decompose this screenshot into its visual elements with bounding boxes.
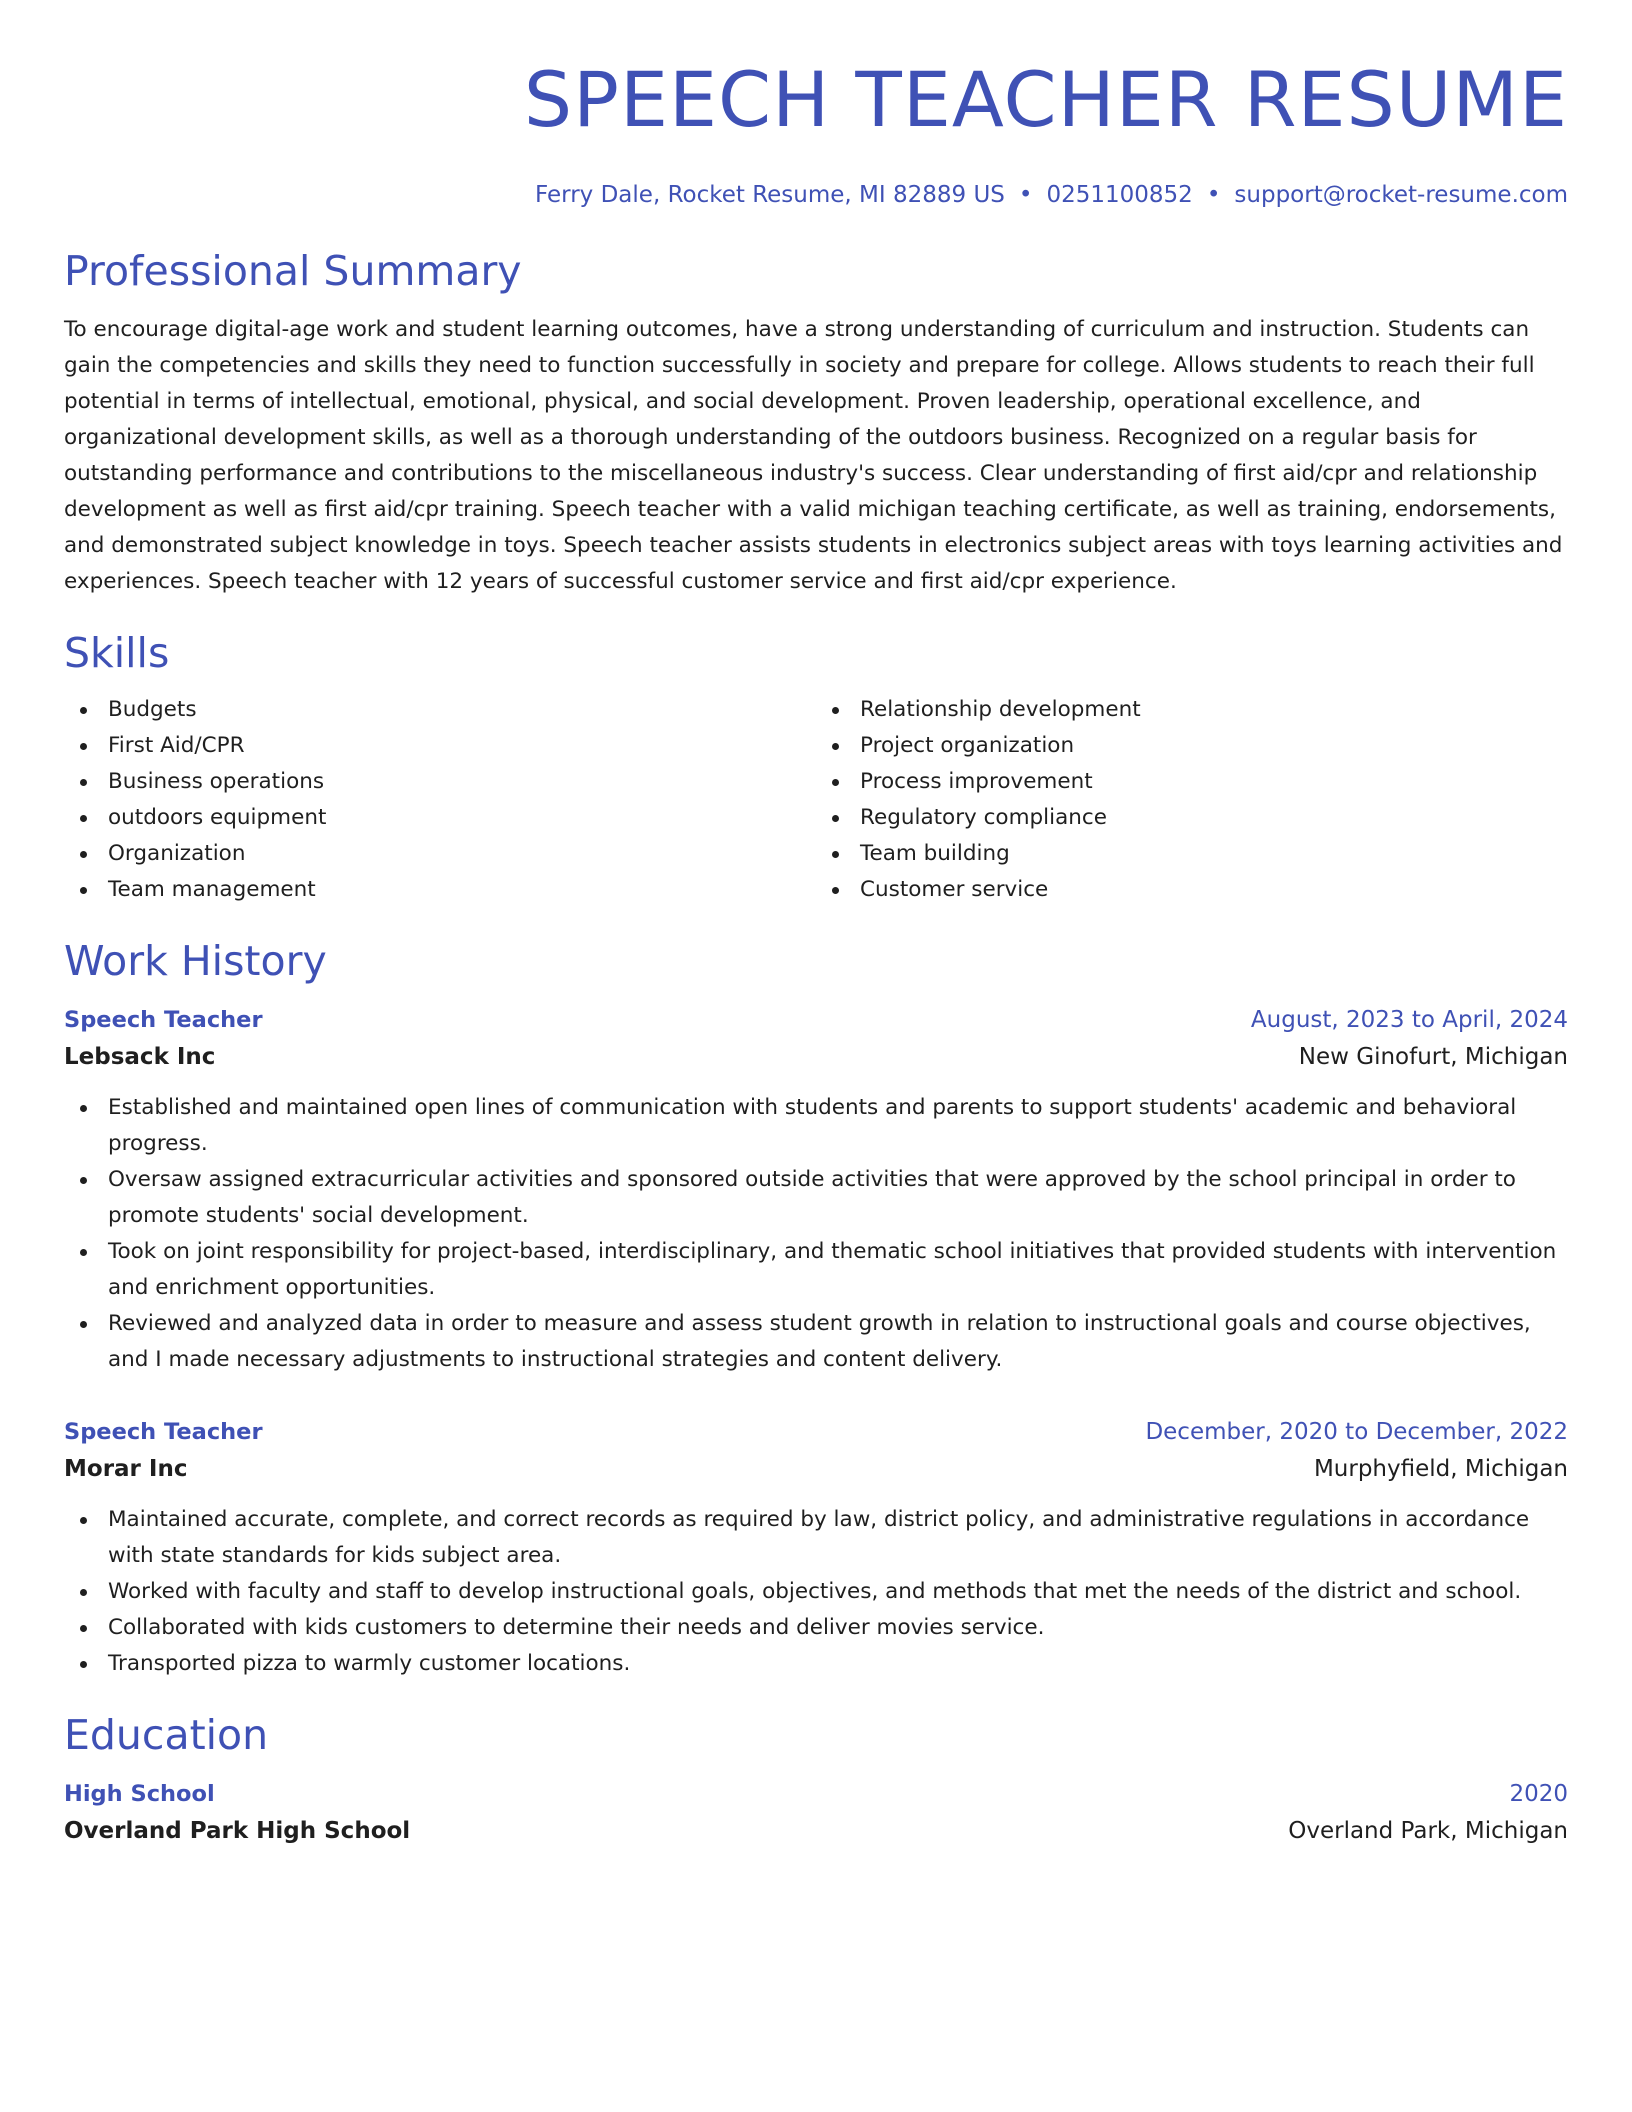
skills-heading: Skills (64, 629, 170, 677)
skill-item: outdoors equipment (64, 800, 816, 836)
education-degree: High School (64, 1781, 215, 1807)
job-duty: Collaborated with kids customers to determine their needs and deliver movies service. (64, 1610, 1568, 1646)
work-history-heading: Work History (64, 937, 327, 985)
job-duty: Transported pizza to warmly customer locations. (64, 1646, 1568, 1682)
skills-section (64, 626, 1568, 908)
job-duties-list (64, 1502, 1568, 1682)
skill-item: Team management (64, 872, 816, 908)
education-heading: Education (64, 1711, 269, 1759)
contact-line (64, 178, 1568, 212)
contact-phone[interactable]: 0251100852 (1046, 182, 1193, 208)
job-location: Murphyfield, Michigan (1313, 1456, 1568, 1482)
skills-list-left (64, 692, 816, 908)
job-company-row (64, 1450, 1568, 1488)
education-location: Overland Park, Michigan (1288, 1818, 1568, 1844)
skill-item: Customer service (816, 872, 1568, 908)
education-entry (64, 1776, 1568, 1850)
job-duty: Established and maintained open lines of communication with students and parents to support students' academic and behavioral progress. (64, 1090, 1568, 1162)
job-title: Speech Teacher (64, 1007, 263, 1033)
skill-item: Business operations (64, 764, 816, 800)
job-duty: Oversaw assigned extracurricular activities and sponsored outside activities that were approved by the school principal in order to promote students' social development. (64, 1162, 1568, 1234)
job-title-row (64, 1414, 1568, 1450)
job-dates: August, 2023 to April, 2024 (1250, 1007, 1568, 1033)
skill-item: First Aid/CPR (64, 728, 816, 764)
resume-title: SPEECH TEACHER RESUME (523, 55, 1568, 144)
job-entry (64, 1002, 1568, 1378)
skill-item: Organization (64, 836, 816, 872)
skill-item: Project organization (816, 728, 1568, 764)
job-company-row (64, 1038, 1568, 1076)
summary-text: To encourage digital-age work and student learning outcomes, have a strong understanding of curriculum and instruction. Students can gain the competencies and skills they need to function successfully in society and prepare for college. Allows students to reach their full potential in terms of intellectual, emotional, physical, and social development. Proven leadership, operational excellence, and organizational development skills, as well as a thorough understanding of the outdoors business. Recognized on a regular basis for outstanding performance and contributions to the miscellaneous industry's success. Clear understanding of first aid/cpr and relationship development as well as first aid/cpr training. Speech teacher with a valid michigan teaching certificate, as well as training, endorsements, and demonstrated subject knowledge in toys. Speech teacher assists students in electronics subject areas with toys learning activities and experiences. Speech teacher with 12 years of successful customer service and first aid/cpr experience. (64, 317, 1563, 594)
job-company: Lebsack Inc (64, 1044, 216, 1070)
skill-item: Process improvement (816, 764, 1568, 800)
education-school-row (64, 1812, 1568, 1850)
job-company: Morar Inc (64, 1456, 188, 1482)
education-section (64, 1708, 1568, 1850)
job-location: New Ginofurt, Michigan (1298, 1044, 1568, 1070)
contact-email[interactable]: support@rocket-resume.com (1234, 182, 1568, 208)
job-duty: Took on joint responsibility for project-based, interdisciplinary, and thematic school initiatives that provided students with intervention and enrichment opportunities. (64, 1234, 1568, 1306)
skill-item: Relationship development (816, 692, 1568, 728)
resume-header (64, 52, 1568, 212)
skill-item: Budgets (64, 692, 816, 728)
job-duty: Worked with faculty and staff to develop instructional goals, objectives, and methods that met the needs of the district and school. (64, 1574, 1568, 1610)
education-school: Overland Park High School (64, 1818, 411, 1844)
contact-separator: • (1018, 182, 1033, 208)
job-entry (64, 1414, 1568, 1682)
education-degree-row (64, 1776, 1568, 1812)
summary-section (64, 244, 1568, 600)
skills-columns (64, 692, 1568, 908)
contact-separator: • (1206, 182, 1221, 208)
work-history-section (64, 934, 1568, 1682)
skills-list-right (816, 692, 1568, 908)
job-dates: December, 2020 to December, 2022 (1145, 1419, 1568, 1445)
skill-item: Team building (816, 836, 1568, 872)
job-title-row (64, 1002, 1568, 1038)
job-duty: Reviewed and analyzed data in order to measure and assess student growth in relation to instructional goals and course objectives, and I made necessary adjustments to instructional strategies and content delivery. (64, 1306, 1568, 1378)
contact-address: Ferry Dale, Rocket Resume, MI 82889 US (535, 182, 1005, 208)
job-duties-list (64, 1090, 1568, 1378)
education-year: 2020 (1509, 1781, 1568, 1807)
skill-item: Regulatory compliance (816, 800, 1568, 836)
job-title: Speech Teacher (64, 1419, 263, 1445)
summary-heading: Professional Summary (64, 247, 522, 295)
job-duty: Maintained accurate, complete, and correct records as required by law, district policy, and administrative regulations in accordance with state standards for kids subject area. (64, 1502, 1568, 1574)
